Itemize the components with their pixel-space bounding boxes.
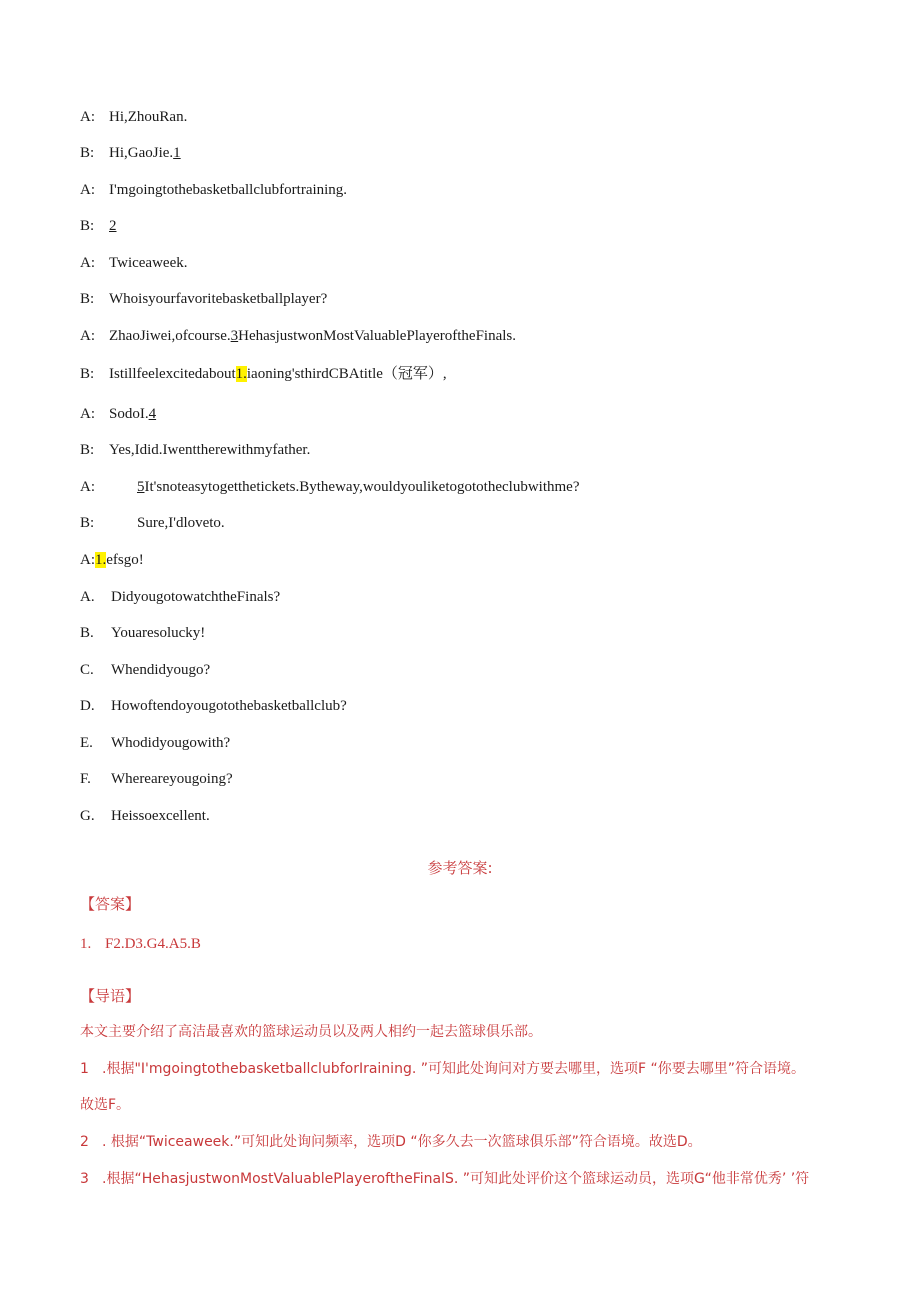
dialogue-text: Istillfeelexcitedabout: [109, 366, 236, 382]
dialogue-line: [80, 216, 117, 236]
dialogue-line: [80, 143, 181, 163]
dialogue-text-continued: It'snoteasytogetthetickets.Bytheway,wouldyouliketogototheclubwithme?: [144, 479, 580, 495]
dialogue-line: [80, 404, 156, 424]
option-item: [80, 660, 210, 680]
option-letter: G.: [80, 808, 95, 824]
option-text: Whodidyougowith?: [111, 735, 231, 751]
option-text: Heissoexcellent.: [111, 808, 210, 824]
option-text: Youaresolucky!: [111, 625, 206, 641]
explanation-number: 3: [80, 1171, 89, 1187]
option-item: [80, 806, 210, 826]
explanation-continuation: 故选F。: [80, 1097, 131, 1113]
answer-heading: 【答案】: [80, 895, 141, 913]
speaker-label: B:: [80, 366, 95, 382]
explanation-text: . 根据“Twiceaweek.”可知此处询问频率，选项D “你多久去一次篮球俱乐部”符合语境。故选D。: [102, 1134, 702, 1150]
explanation-item: [80, 1132, 702, 1152]
dialogue-text-continued: iaoning'sthirdCBAtitle（冠军）,: [246, 366, 447, 382]
dialogue-text-continued: HehasjustwonMostValuablePlayeroftheFinals.: [238, 328, 517, 344]
dialogue-line: [80, 477, 579, 497]
dialogue-line: [80, 107, 187, 127]
speaker-label: A:: [80, 406, 95, 422]
option-letter: F.: [80, 771, 91, 787]
speaker-label: A:: [80, 552, 95, 568]
option-letter: B.: [80, 625, 94, 641]
dialogue-text: Sure,I'dloveto.: [137, 515, 225, 531]
option-text: Howoftendoyougotothebasketballclub?: [111, 698, 347, 714]
speaker-label: A:: [80, 479, 95, 495]
speaker-label: A:: [80, 328, 95, 344]
option-letter: A.: [80, 589, 95, 605]
dialogue-line: [80, 289, 327, 309]
answer-text: F2.D3.G4.A5.B: [105, 936, 201, 952]
dialogue-line: [80, 364, 447, 384]
option-item: [80, 769, 233, 789]
option-letter: C.: [80, 662, 94, 678]
dialogue-line: [80, 253, 188, 273]
blank-number: 4: [148, 406, 157, 422]
explanation-text: .根据“HehasjustwonMostValuablePlayeroftheFinalS. ”可知此处评价这个篮球运动员，选项G“他非常优秀’ ’符: [102, 1171, 810, 1187]
explanation-item: [80, 1169, 809, 1189]
answer-section-title: 参考答案:: [427, 859, 493, 877]
explanation-item: [80, 1059, 805, 1079]
dialogue-line: [80, 440, 310, 460]
explanation-text: .根据"I'mgoingtothebasketballclubforIraining. ”可知此处询问对方要去哪里，选项F “你要去哪里”符合语境。: [102, 1061, 805, 1077]
explanation-number: 2: [80, 1134, 89, 1150]
highlighted-text: 1.: [235, 366, 247, 382]
speaker-label: A:: [80, 255, 95, 271]
option-letter: D.: [80, 698, 95, 714]
dialogue-text: ZhaoJiwei,ofcourse.: [109, 328, 231, 344]
speaker-label: B:: [80, 145, 95, 161]
blank-number: 2: [109, 218, 117, 234]
dialogue-line: [80, 550, 144, 570]
dialogue-line: [80, 180, 347, 200]
option-text: DidyougotowatchtheFinals?: [111, 589, 281, 605]
dialogue-text: SodoI.: [109, 406, 149, 422]
blank-number: 1: [173, 145, 181, 161]
speaker-label: B:: [80, 442, 95, 458]
dialogue-text: Yes,Idid.Iwenttherewithmyfather.: [109, 442, 311, 458]
option-text: Whereareyougoing?: [111, 771, 233, 787]
blank-number: 3: [230, 328, 239, 344]
speaker-label: B:: [80, 515, 95, 531]
answer-line: [80, 934, 201, 954]
dialogue-text: Twiceaweek.: [109, 255, 188, 271]
option-item: [80, 696, 347, 716]
dialogue-text-continued: efsgo!: [106, 552, 144, 568]
option-letter: E.: [80, 735, 93, 751]
dialogue-line: [80, 326, 516, 346]
guide-text: 本文主要介绍了高洁最喜欢的篮球运动员以及两人相约一起去篮球俱乐部。: [80, 1024, 542, 1040]
blank-number: 5: [137, 479, 145, 495]
dialogue-text: Hi,ZhouRan.: [109, 109, 188, 125]
option-item: [80, 587, 280, 607]
speaker-label: B:: [80, 291, 95, 307]
explanation-number: 1: [80, 1061, 89, 1077]
answer-number: 1.: [80, 936, 92, 952]
speaker-label: A:: [80, 182, 95, 198]
option-item: [80, 623, 205, 643]
dialogue-text: I'mgoingtothebasketballclubfortraining.: [109, 182, 348, 198]
dialogue-text: Hi,GaoJie.: [109, 145, 174, 161]
speaker-label: B:: [80, 218, 95, 234]
option-item: [80, 733, 230, 753]
option-text: Whendidyougo?: [111, 662, 211, 678]
speaker-label: A:: [80, 109, 95, 125]
guide-heading: 【导语】: [80, 987, 141, 1005]
highlighted-text: 1.: [95, 552, 107, 568]
dialogue-text: Whoisyourfavoritebasketballplayer?: [109, 291, 328, 307]
dialogue-line: [80, 513, 225, 533]
